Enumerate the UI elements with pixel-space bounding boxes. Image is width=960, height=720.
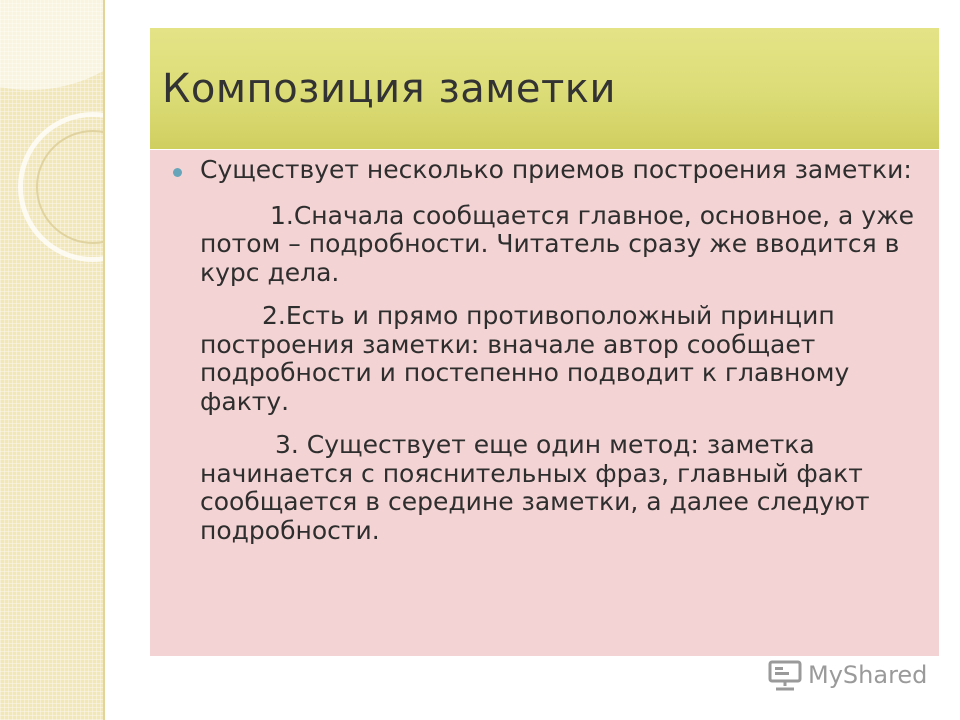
paragraph-3: 3. Существует еще один метод: заметка начинается с пояснительных фраз, главный факт сообщается в середине заметки, а далее следуют подробности. [200,430,870,545]
paragraph-2: 2.Есть и прямо противоположный принцип построения заметки: вначале автор сообщает подробности и постепенно подводит к главному факту. [200,301,850,416]
paragraph-1: 1.Сначала сообщается главное, основное, а уже потом – подробности. Читатель сразу же вводится в курс дела. [200,200,914,287]
title-bar [150,28,939,149]
decorative-side-strip [0,0,105,720]
content-panel [150,150,939,656]
bullet-text: Существует несколько приемов построения заметки: [200,155,912,184]
bullet-icon [173,168,182,177]
slide-title: Композиция заметки [162,66,616,112]
watermark [768,658,927,692]
watermark-text: MyShared [808,661,928,689]
decorative-circle [0,0,105,90]
side-strip-edge [103,0,105,720]
content-text [200,156,925,545]
presentation-board-icon [768,659,802,691]
